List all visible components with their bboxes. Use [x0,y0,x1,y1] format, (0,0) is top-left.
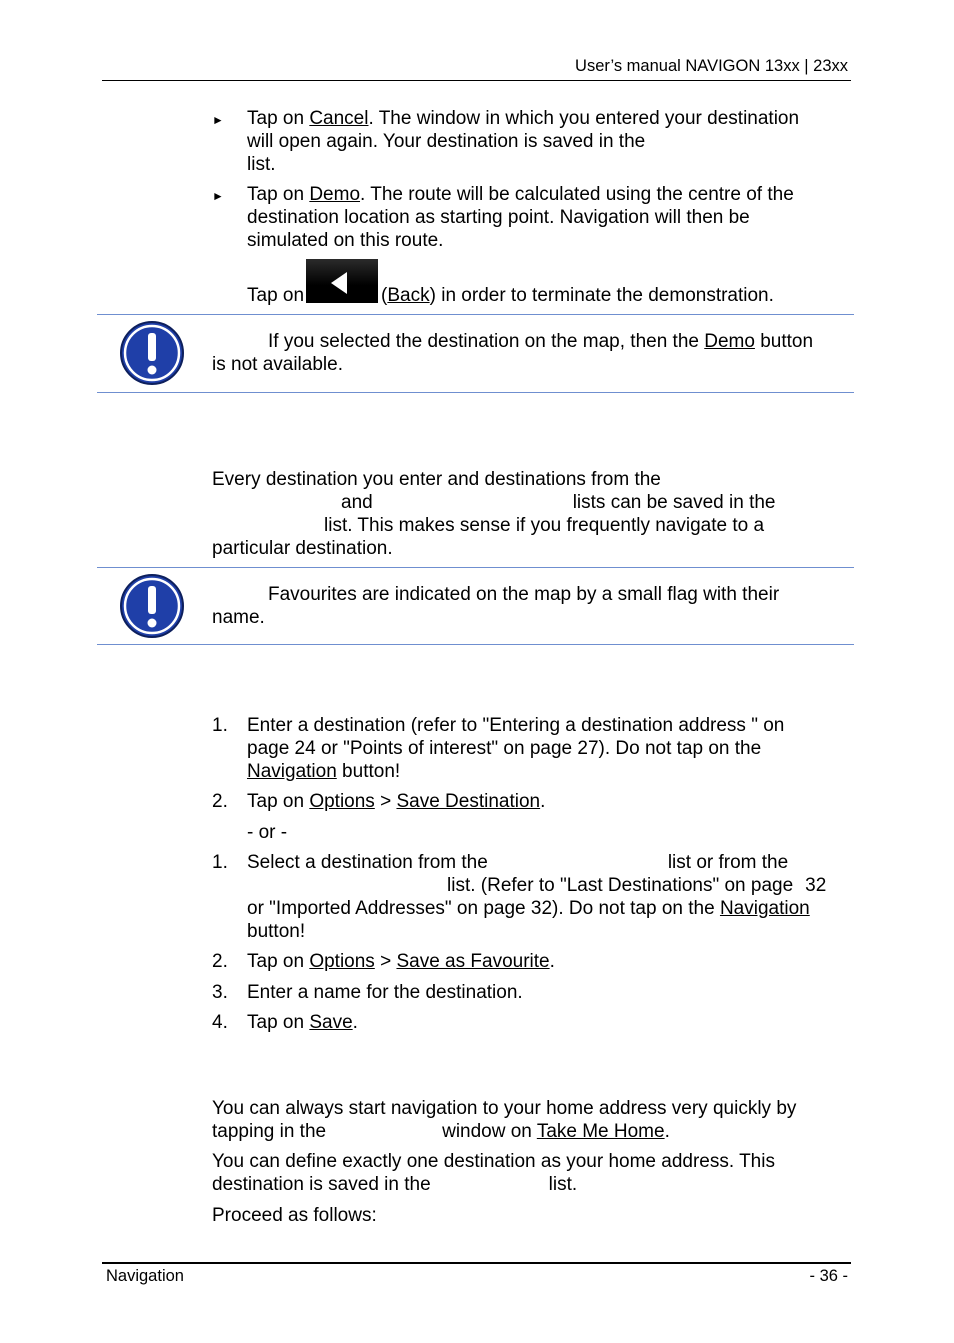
step-number: 2. [212,951,228,972]
home-address-define: You can define exactly one destination as your home address. This destination is saved in the list. [212,1151,775,1195]
step-number: 3. [212,982,228,1003]
step-save-destination: Tap on Options > Save Destination. [247,791,546,812]
note-rule-bottom [97,644,854,645]
back-instruction: Tap on (Back) in order to terminate the demonstration. [247,259,847,307]
running-header: User’s manual NAVIGON 13xx | 23xx [575,57,848,75]
or-separator: - or - [247,822,288,843]
step-enter-destination: Enter a destination (refer to "Entering a destination address " on page 24 or "Points of interest" on page 27). Do not tap on the Navigation button! [247,715,785,782]
note-rule-top [97,314,854,315]
save-destination-link[interactable]: Save Destination [396,791,541,812]
home-address-paragraph: You can always start navigation to your home address very quickly by tapping in the window on Take Me Home. [212,1098,797,1142]
save-link[interactable]: Save [309,1012,353,1033]
bullet-item-cancel: Tap on Cancel. The window in which you entered your destination will open again. Your destination is saved in the list. [247,108,800,175]
options-link[interactable]: Options [309,951,375,972]
triangle-bullet-icon: ► [212,113,224,127]
triangle-bullet-icon: ► [212,189,224,203]
demo-link[interactable]: Demo [309,184,361,205]
bullet-item-demo: Tap on Demo. The route will be calculated using the centre of the destination location as starting point. Navigation will then be simulated on this route. [247,184,794,251]
header-rule [102,80,851,81]
exclamation-icon [119,320,185,386]
favourites-paragraph: Every destination you enter and destinations from the and lists can be saved in the list. This makes sense if you frequently navigate to a particular destination. [212,469,776,559]
step-tap-save: Tap on Save. [247,1012,358,1033]
options-link[interactable]: Options [309,791,375,812]
page-number: - 36 - [809,1267,848,1285]
note-demo-unavailable: If you selected the destination on the map, then the Demo button is not available. [212,331,814,375]
cancel-link[interactable]: Cancel [309,108,369,129]
navigation-link[interactable]: Navigation [247,761,337,782]
step-select-destination: Select a destination from the list or from the list. (Refer to "Last Destinations" on page 32 or "Imported Addresses" on page 32). Do not tap on the Navigation button! [247,852,827,942]
step-enter-name: Enter a name for the destination. [247,982,523,1003]
note-rule-bottom [97,392,854,393]
step-save-as-favourite: Tap on Options > Save as Favourite. [247,951,555,972]
step-number: 4. [212,1012,228,1033]
back-button-image [306,259,378,303]
proceed-text: Proceed as follows: [212,1205,377,1226]
note-favourites-flag: Favourites are indicated on the map by a small flag with their name. [212,584,780,628]
back-arrow-icon [331,272,349,294]
exclamation-icon [119,573,185,639]
note-rule-top [97,567,854,568]
step-number: 1. [212,852,228,873]
take-me-home-link[interactable]: Take Me Home [536,1121,665,1142]
footer-section: Navigation [106,1267,184,1285]
step-number: 1. [212,715,228,736]
demo-link-note[interactable]: Demo [704,331,755,352]
step-number: 2. [212,791,228,812]
navigation-link[interactable]: Navigation [719,898,810,919]
back-link[interactable]: Back [387,285,430,306]
save-as-favourite-link[interactable]: Save as Favourite [396,951,550,972]
footer-rule [102,1262,851,1264]
